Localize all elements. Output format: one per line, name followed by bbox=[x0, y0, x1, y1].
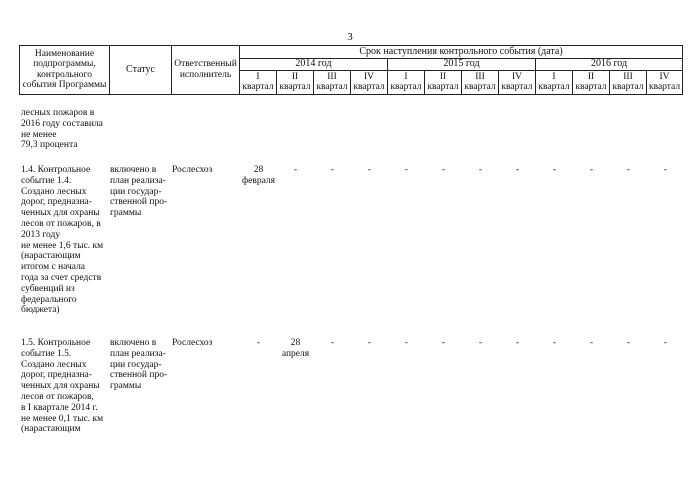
header-quarter: III квартал bbox=[462, 70, 499, 94]
header-quarter: I квартал bbox=[536, 70, 573, 94]
header-quarter: I квартал bbox=[240, 70, 277, 94]
quarter-date: 28 апреля bbox=[281, 338, 310, 359]
header-responsible: Ответственный исполнитель bbox=[172, 46, 240, 95]
quarter-dash: - bbox=[293, 165, 298, 175]
header-quarter: III квартал bbox=[314, 70, 351, 94]
header-quarter: II квартал bbox=[277, 70, 314, 94]
quarter-dash: - bbox=[441, 165, 446, 175]
quarter-dash: - bbox=[367, 165, 372, 175]
continuation-text: лесных пожаров в 2016 году составила не менее 79,3 процента bbox=[21, 108, 103, 151]
quarter-dash: - bbox=[589, 165, 594, 175]
quarter-dash: - bbox=[330, 165, 335, 175]
header-year-2015: 2015 год bbox=[388, 59, 536, 71]
quarter-dash: - bbox=[663, 338, 668, 348]
quarter-dash: - bbox=[330, 338, 335, 348]
row-1-5-name: 1.5. Контрольное событие 1.5. Создано лесных дорог, предназна- ченных для охраны лесов от пожаров, в I квартале 2014 г. не менее 0,1 тыс. км (нарастающим bbox=[21, 338, 104, 435]
quarter-dash: - bbox=[404, 338, 409, 348]
quarter-dash: - bbox=[663, 165, 668, 175]
quarter-dash: - bbox=[552, 165, 557, 175]
quarter-dash: - bbox=[478, 165, 483, 175]
quarter-dash: - bbox=[441, 338, 446, 348]
header-quarter: II квартал bbox=[573, 70, 610, 94]
quarter-date: 28 февраля bbox=[241, 165, 276, 186]
quarter-dash: - bbox=[367, 338, 372, 348]
quarter-dash: - bbox=[478, 338, 483, 348]
quarter-dash: - bbox=[404, 165, 409, 175]
row-1-5-status: включено в план реализа- ции государ- ственной про- граммы bbox=[110, 338, 168, 392]
row-1-4-status: включено в план реализа- ции государ- ственной про- граммы bbox=[110, 165, 168, 219]
header-deadline: Срок наступления контрольного события (дата) bbox=[240, 46, 683, 59]
row-1-5-responsible: Рослесхоз bbox=[172, 338, 213, 348]
quarter-dash: - bbox=[589, 338, 594, 348]
row-1-4-responsible: Рослесхоз bbox=[172, 165, 213, 175]
header-year-2014: 2014 год bbox=[240, 59, 388, 71]
header-quarter: II квартал bbox=[425, 70, 462, 94]
quarter-dash: - bbox=[626, 165, 631, 175]
header-quarter: I квартал bbox=[388, 70, 425, 94]
schedule-table-header bbox=[19, 45, 683, 95]
header-quarter: IV квартал bbox=[647, 70, 683, 94]
quarter-dash: - bbox=[626, 338, 631, 348]
header-status: Статус bbox=[110, 46, 172, 95]
header-year-2016: 2016 год bbox=[536, 59, 683, 71]
header-quarter: IV квартал bbox=[351, 70, 388, 94]
header-quarter: IV квартал bbox=[499, 70, 536, 94]
page-number: 3 bbox=[347, 31, 353, 43]
row-1-4-name: 1.4. Контрольное событие 1.4. Создано лесных дорог, предназна- ченных для охраны лесов от пожаров, в 2013 году не менее 1,6 тыс. км (нарастающим итогом с начала года за счет средств субвенций из федерального бюджета) bbox=[21, 165, 104, 316]
quarter-dash: - bbox=[515, 338, 520, 348]
quarter-dash: - bbox=[515, 165, 520, 175]
header-name: Наименование подпрограммы, контрольного события Программы bbox=[20, 46, 110, 95]
header-quarter: III квартал bbox=[610, 70, 647, 94]
quarter-dash: - bbox=[256, 338, 261, 348]
quarter-dash: - bbox=[552, 338, 557, 348]
